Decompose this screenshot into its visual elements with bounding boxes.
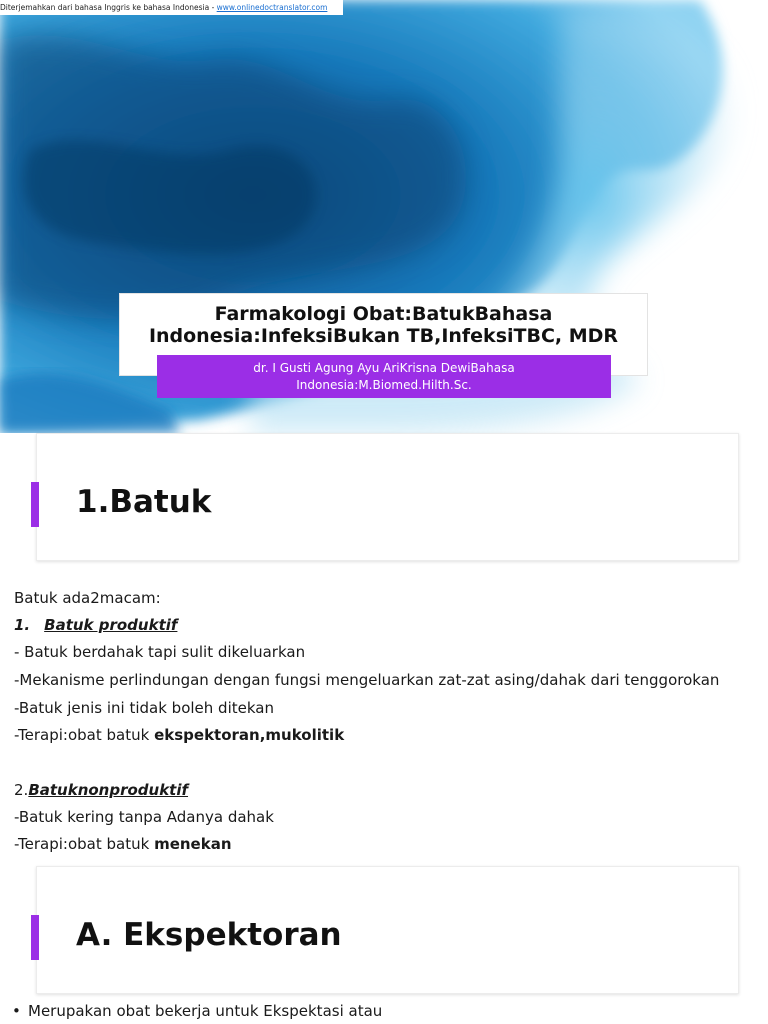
therapy-drug: ekspektoran,mukolitik — [154, 726, 345, 744]
therapy-line — [14, 725, 344, 745]
author-line-1: dr. I Gusti Agung Ayu AriKrisna DewiBahasa — [253, 361, 515, 375]
intro-text: Batuk ada2macam: — [14, 589, 161, 607]
author-line-2: Indonesia:M.Biomed.Hilth.Sc. — [296, 378, 472, 392]
translator-text: Diterjemahkan dari bahasa Inggris ke bahasa Indonesia - — [0, 3, 217, 12]
item-number: 1. — [14, 616, 31, 634]
title-line-2: Indonesia:InfeksiBukan TB,InfeksiTBC, MDR — [148, 325, 619, 347]
item-title: Batuk produktif — [44, 616, 178, 634]
body-line: -Batuk kering tanpa Adanya dahak — [14, 808, 274, 826]
list-item-productive — [14, 615, 177, 635]
bullet-item — [12, 1001, 382, 1021]
body-line: -Batuk jenis ini tidak boleh ditekan — [14, 699, 274, 717]
accent-bar — [31, 482, 39, 527]
therapy-prefix: -Terapi:obat batuk — [14, 726, 155, 744]
item-title: Batuknonproduktif — [28, 781, 189, 799]
therapy-prefix: -Terapi:obat batuk — [14, 835, 155, 853]
translator-bar — [0, 0, 343, 15]
cover-slide — [0, 0, 768, 433]
slide-title — [120, 303, 647, 347]
body-line: -Mekanisme perlindungan dengan fungsi mengeluarkan zat-zat asing/dahak dari tenggorokan — [14, 671, 720, 689]
body-line: - Batuk berdahak tapi sulit dikeluarkan — [14, 643, 306, 661]
author-band — [157, 355, 611, 398]
translator-link[interactable]: www.onlinedoctranslator.com — [216, 3, 328, 12]
item-number: 2. — [14, 781, 29, 799]
title-line-1: Farmakologi Obat:BatukBahasa — [214, 303, 553, 325]
therapy-drug: menekan — [154, 835, 232, 853]
bullet-icon: • — [12, 1002, 21, 1020]
section-title-ekspektoran: A. Ekspektoran — [76, 917, 342, 953]
list-item-nonproductive — [14, 780, 188, 800]
accent-bar — [31, 915, 39, 960]
bullet-text: Merupakan obat bekerja untuk Ekspektasi atau — [28, 1002, 383, 1020]
therapy-line — [14, 834, 232, 854]
section-title-batuk: 1.Batuk — [76, 484, 212, 520]
